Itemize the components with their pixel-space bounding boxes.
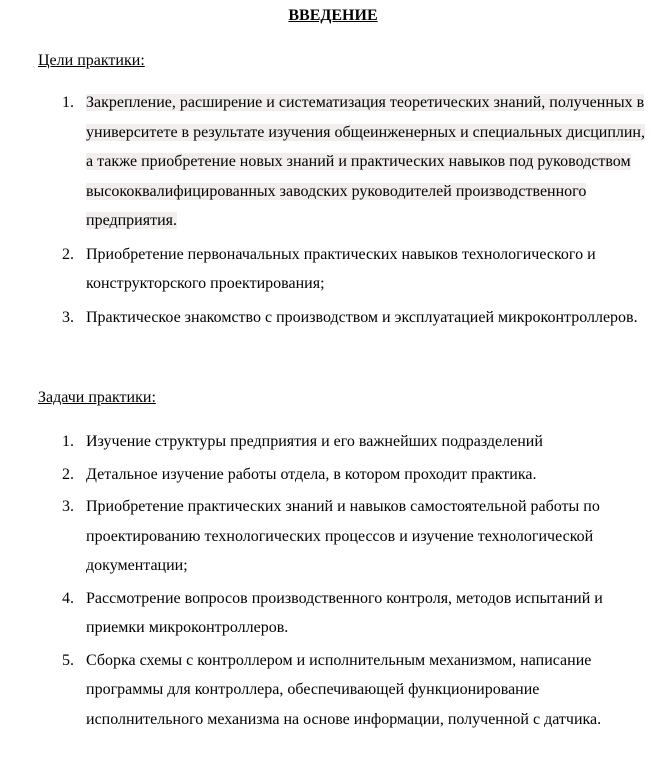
- list-item: [0, 492, 666, 581]
- list-item-text: Изучение структуры предприятия и его важнейших подразделений: [86, 433, 543, 450]
- list-item-text: Практическое знакомство с производством и эксплуатацией микроконтроллеров.: [86, 308, 638, 326]
- goals-list: [0, 88, 666, 332]
- goals-heading: Цели практики:: [38, 52, 145, 69]
- tasks-list: [0, 427, 666, 734]
- list-item-number: 2.: [62, 245, 74, 263]
- list-item-text: Сборка схемы с контроллером и исполнительным механизмом, написание программы для контроллера, обеспечивающей функционирование исполнительного механизма на основе информации, полученной с датчика.: [86, 651, 602, 728]
- tasks-heading: Задачи практики:: [38, 389, 156, 406]
- list-item: [0, 646, 666, 735]
- list-item: [0, 427, 666, 457]
- list-item-number: 3.: [62, 498, 74, 515]
- document-title: ВВЕДЕНИЕ: [288, 7, 378, 24]
- list-item: [0, 303, 666, 333]
- list-item-number: 1.: [62, 433, 74, 450]
- list-item: [0, 584, 666, 643]
- list-item-text: Закрепление, расширение и систематизация теоретических знаний, полученных в университете в результате изучения общеинженерных и специальных дисциплин, а также приобретение новых знаний и практических навыков под руководством высококвалифицированных заводских руководителей производственного предприятия.: [86, 94, 645, 229]
- list-item-text: Рассмотрение вопросов производственного контроля, методов испытаний и приемки микроконтроллеров.: [86, 589, 603, 636]
- list-item: [0, 240, 666, 299]
- list-item-number: 5.: [62, 651, 74, 669]
- list-item: [0, 88, 666, 236]
- list-item-text: Детальное изучение работы отдела, в котором проходит практика.: [86, 465, 537, 483]
- list-item-number: 2.: [62, 465, 74, 483]
- list-item-text: Приобретение первоначальных практических навыков технологического и конструкторского проектирования;: [86, 245, 596, 292]
- list-item-number: 4.: [62, 589, 74, 607]
- list-item-number: 3.: [62, 308, 74, 326]
- list-item: [0, 460, 666, 490]
- list-item-number: 1.: [62, 94, 74, 111]
- list-item-text: Приобретение практических знаний и навыков самостоятельной работы по проектированию технологических процессов и изучение технологической документации;: [86, 498, 600, 574]
